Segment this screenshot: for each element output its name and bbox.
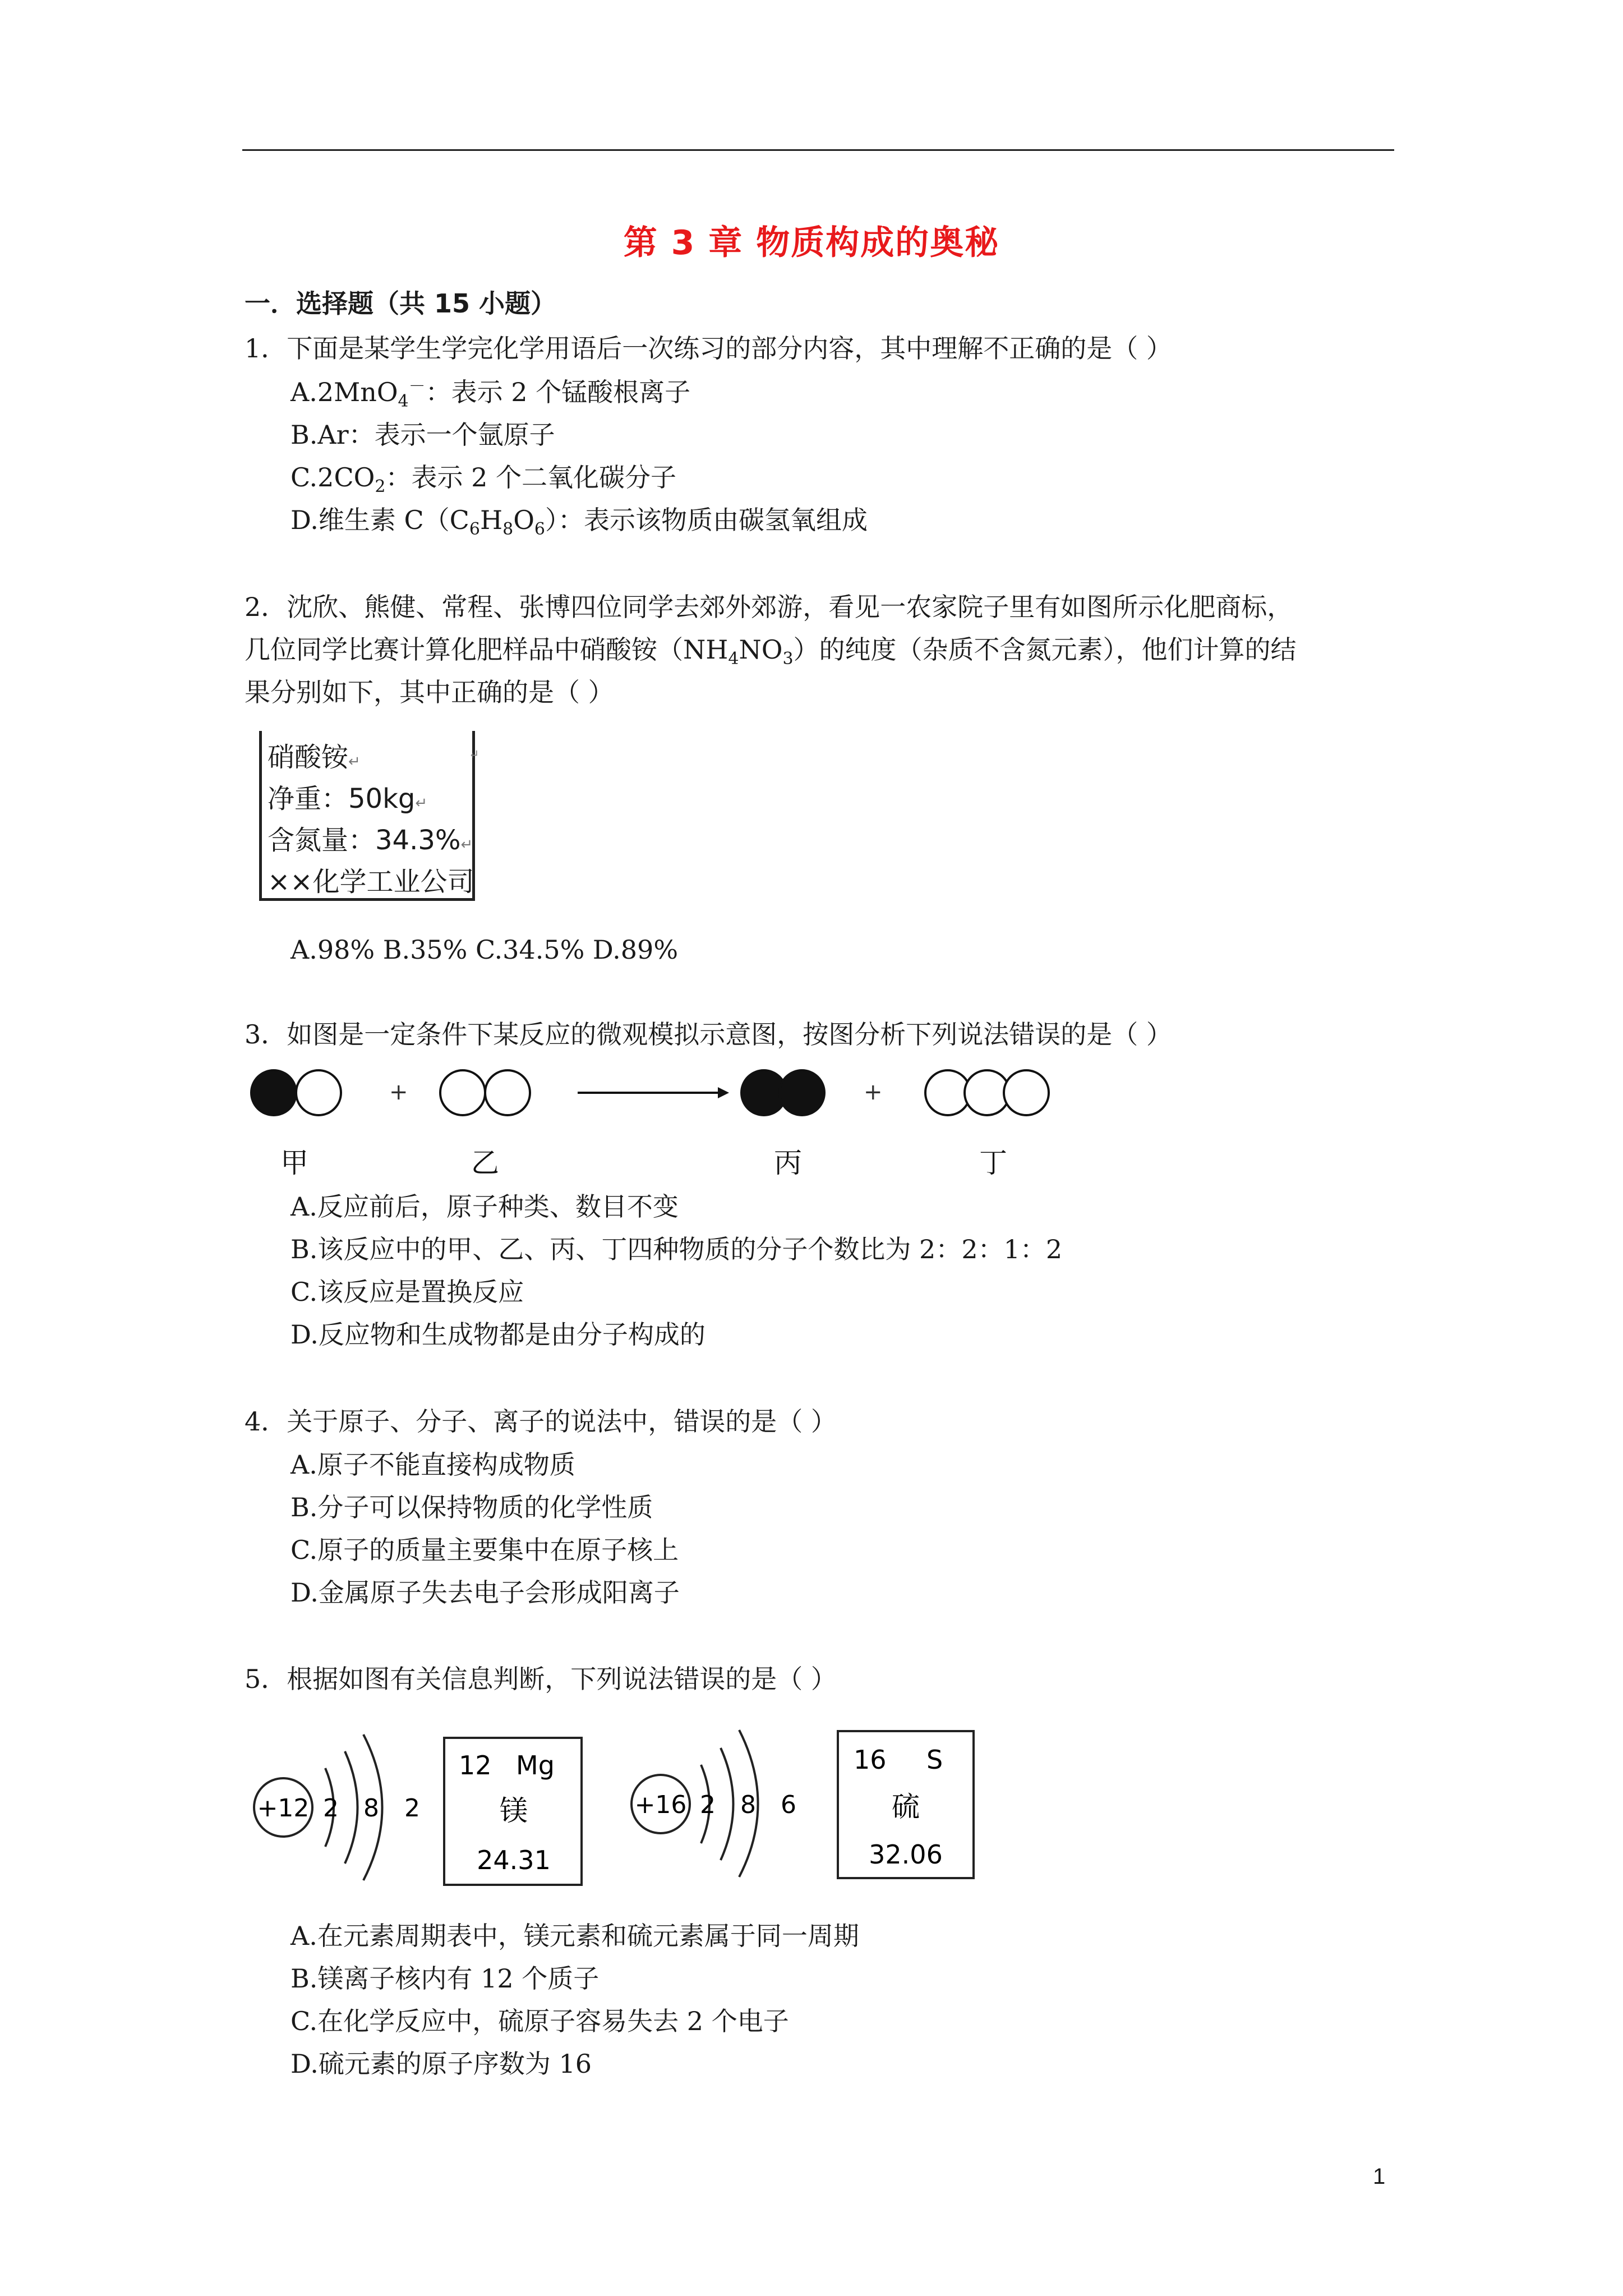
molecule-yi [440, 1070, 530, 1115]
atom-structure-diagram [241, 1705, 993, 1896]
fertilizer-label [259, 731, 475, 901]
s-atomic-mass: 32.06 [869, 1839, 943, 1870]
s-shell-2: 8 [740, 1791, 756, 1819]
q4-option-c: C.原子的质量主要集中在原子核上 [291, 1535, 679, 1565]
q3-option-b: B.该反应中的甲、乙、丙、丁四种物质的分子个数比为 2：2：1：2 [291, 1234, 1063, 1264]
label-jia: 甲 [280, 1147, 308, 1179]
molecule-jia [251, 1070, 341, 1115]
label-edge-mark: ↵ [469, 748, 479, 762]
q5-option-a: A.在元素周期表中，镁元素和硫元素属于同一周期 [291, 1921, 859, 1951]
reaction-diagram [247, 1055, 1088, 1189]
label-bing: 丙 [774, 1147, 802, 1179]
label-company: ××化学工业公司 [268, 866, 474, 898]
molecule-bing [741, 1070, 824, 1115]
s-nucleus-charge: +16 [634, 1791, 687, 1819]
molecule-ding [925, 1070, 1049, 1115]
s-shell-3: 6 [781, 1791, 796, 1819]
label-product-name: 硝酸铵↵ [268, 742, 361, 773]
q5-stem: 5．根据如图有关信息判断，下列说法错误的是（ ） [245, 1664, 837, 1694]
page-title: 第 3 章 物质构成的奥秘 [623, 223, 1000, 263]
s-atomic-number: 16 [854, 1745, 887, 1775]
q1-option-b: B.Ar：表示一个氩原子 [291, 420, 555, 450]
s-symbol: S [926, 1745, 943, 1775]
q4-option-d: D.金属原子失去电子会形成阳离子 [291, 1577, 680, 1608]
mg-atomic-number: 12 [459, 1750, 492, 1780]
plus-sign: + [389, 1079, 408, 1105]
q2-stem-line3: 果分别如下，其中正确的是（ ） [245, 677, 614, 707]
q3-stem: 3．如图是一定条件下某反应的微观模拟示意图，按图分析下列说法错误的是（ ） [245, 1019, 1172, 1050]
s-element-card [838, 1731, 974, 1878]
s-name: 硫 [892, 1791, 920, 1823]
label-ding: 丁 [979, 1147, 1007, 1179]
q4-option-b: B.分子可以保持物质的化学性质 [291, 1492, 653, 1522]
q4-option-a: A.原子不能直接构成物质 [291, 1450, 575, 1480]
reaction-arrow [578, 1087, 729, 1098]
q3-option-d: D.反应物和生成物都是由分子构成的 [291, 1319, 706, 1350]
q2-options: A.98% B.35% C.34.5% D.89% [291, 935, 679, 965]
s-atom-structure [631, 1730, 796, 1877]
mg-atomic-mass: 24.31 [477, 1845, 551, 1875]
page-number: 1 [1373, 2164, 1386, 2189]
q3-option-a: A.反应前后，原子种类、数目不变 [291, 1191, 679, 1222]
mg-name: 镁 [500, 1795, 528, 1827]
mg-atom-structure [254, 1734, 420, 1880]
s-shell-1: 2 [700, 1791, 716, 1819]
label-net-weight: 净重：50kg↵ [268, 783, 428, 815]
label-yi: 乙 [471, 1147, 499, 1179]
q2-stem-line2: 几位同学比赛计算化肥样品中硝酸铵$(NH_4NO_3)$的纯度（杂质不含氮元素），他们计算的结 [245, 634, 1297, 669]
mg-symbol: Mg [516, 1750, 555, 1780]
header-rule [242, 149, 1394, 151]
q5-option-d: D.硫元素的原子序数为 16 [291, 2049, 592, 2079]
mg-shell-1: 2 [323, 1794, 339, 1823]
q1-option-c: $C.2CO_2$：表示 2 个二氧化碳分子 [291, 462, 676, 497]
q2-stem-line1: 2．沈欣、熊健、常程、张博四位同学去郊外郊游，看见一农家院子里有如图所示化肥商标， [245, 592, 1293, 622]
mg-element-card [444, 1738, 582, 1885]
q1-option-d: D.维生素 $C(C_6H_8O_6)$：表示该物质由碳氢氧组成 [291, 505, 868, 540]
q5-option-c: C.在化学反应中，硫原子容易失去 2 个电子 [291, 2006, 789, 2036]
mg-nucleus-charge: +12 [257, 1794, 310, 1823]
q1-stem: 1．下面是某学生学完化学用语后一次练习的部分内容，其中理解不正确的是（ ） [245, 333, 1172, 364]
section-heading: 一．选择题（共 15 小题） [245, 288, 557, 319]
q4-stem: 4．关于原子、分子、离子的说法中，错误的是（ ） [245, 1406, 837, 1437]
q1-option-a: A.2MnO$_4$－：表示 2 个锰酸根离子 [291, 376, 691, 412]
mg-shell-3: 2 [404, 1794, 420, 1823]
mg-shell-2: 8 [363, 1794, 379, 1823]
label-nitrogen-content: 含氮量：34.3%↵ [268, 825, 473, 856]
q3-option-c: C.该反应是置换反应 [291, 1277, 524, 1307]
q5-option-b: B.镁离子核内有 12 个质子 [291, 1963, 600, 1994]
plus-sign: + [864, 1079, 883, 1105]
